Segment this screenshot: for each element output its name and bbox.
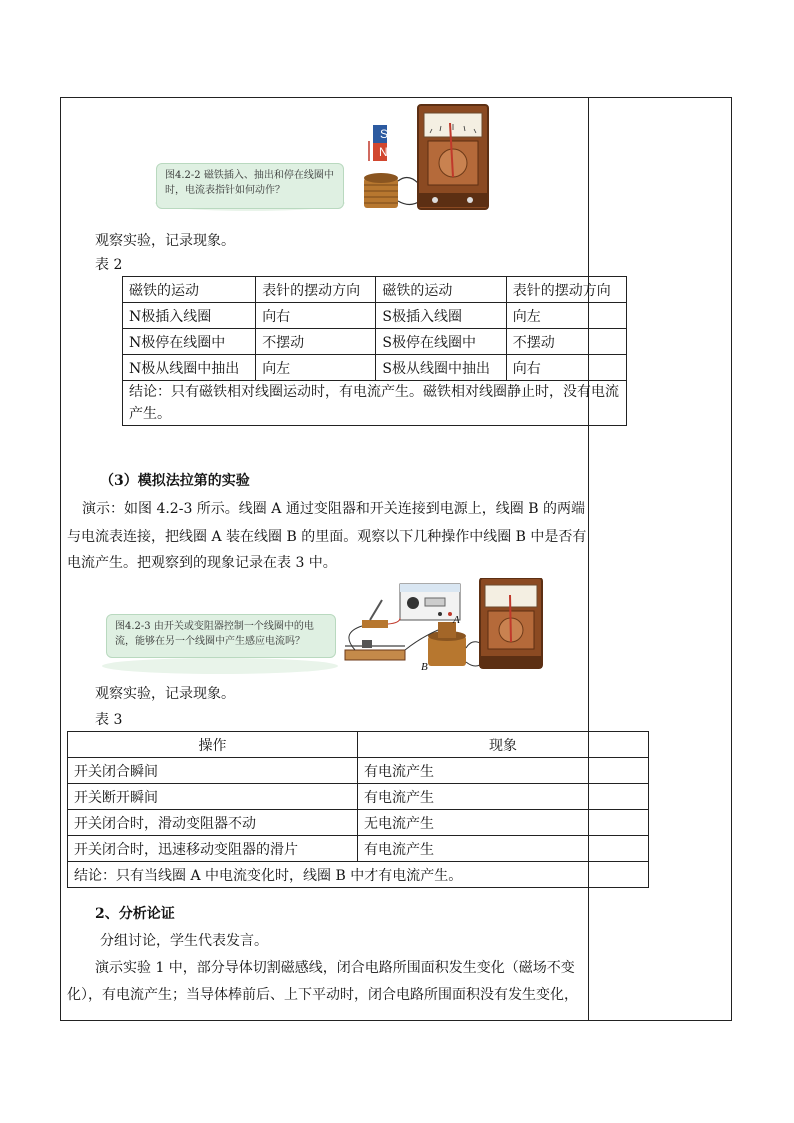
figure-magnet-coil: [150, 103, 495, 215]
header-cell: 操作: [68, 732, 358, 758]
header-cell: 表针的摆动方向: [506, 277, 626, 303]
table-title: 表 3: [95, 712, 123, 728]
magnet-n-label: N: [379, 145, 388, 159]
header-cell: 磁铁的运动: [376, 277, 506, 303]
rheostat: [345, 650, 405, 660]
table-cell: 开关闭合时，滑动变阻器不动: [68, 810, 358, 836]
magnet-s-label: S: [380, 127, 389, 141]
table-cell: 不摆动: [506, 329, 626, 355]
table-cell: 有电流产生: [358, 758, 649, 784]
table-cell: N极停在线圈中: [123, 329, 256, 355]
table-cell: 不摆动: [256, 329, 376, 355]
figure-caption: 图4.2-3 由开关或变阻器控制一个线圈中的电流，能够在另一个线圈中产生感应电流吗？: [106, 614, 336, 658]
observe-instruction: 观察实验，记录现象。: [95, 233, 235, 249]
table-row: [68, 810, 649, 836]
table-row: [68, 758, 649, 784]
table-cell: 有电流产生: [358, 784, 649, 810]
conclusion-cell: 结论：只有当线圈 A 中电流变化时，线圈 B 中才有电流产生。: [68, 862, 649, 888]
figure-coil-circuit: [100, 578, 546, 676]
header-cell: 表针的摆动方向: [256, 277, 376, 303]
table-cell: 开关闭合瞬间: [68, 758, 358, 784]
paragraph-line: 与电流表连接，把线圈 A 装在线圈 B 的里面。观察以下几种操作中线圈 B 中是否有: [67, 529, 587, 545]
coil-b-label: B: [421, 661, 428, 673]
conclusion-cell: 结论：只有磁铁相对线圈运动时，有电流产生。磁铁相对线圈静止时，没有电流产生。: [123, 381, 627, 426]
paragraph-line: 演示：如图 4.2-3 所示。线圈 A 通过变阻器和开关连接到电源上，线圈 B 的两端: [82, 501, 586, 517]
table-operation-phenomenon: [67, 731, 649, 888]
table-conclusion-row: [123, 381, 627, 426]
table-row: [123, 303, 627, 329]
table-row: [68, 784, 649, 810]
table-cell: N极插入线圈: [123, 303, 256, 329]
header-cell: 现象: [358, 732, 649, 758]
table-title: 表 2: [95, 257, 123, 273]
table-row: [123, 329, 627, 355]
table-header-row: [123, 277, 627, 303]
table-cell: 有电流产生: [358, 836, 649, 862]
magnet-label-layer: [369, 119, 427, 159]
coil-a-label: A: [453, 614, 460, 626]
paragraph-line: 分组讨论，学生代表发言。: [100, 933, 268, 949]
paragraph-line: 化），有电流产生；当导体棒前后、上下平动时，闭合电路所围面积没有发生变化，: [67, 987, 578, 1003]
table-cell: 向左: [506, 303, 626, 329]
figure-caption: 图4.2-2 磁铁插入、抽出和停在线圈中时，电流表指针如何动作？: [156, 163, 344, 209]
table-cell: S极停在线圈中: [376, 329, 506, 355]
section-heading: 2、分析论证: [95, 906, 175, 922]
table-cell: N极从线圈中抽出: [123, 355, 256, 381]
table-cell: 开关闭合时，迅速移动变阻器的滑片: [68, 836, 358, 862]
table-cell: 无电流产生: [358, 810, 649, 836]
galvanometer-needle: [510, 595, 511, 642]
header-cell: 磁铁的运动: [123, 277, 256, 303]
table-conclusion-row: [68, 862, 649, 888]
table-cell: S极插入线圈: [376, 303, 506, 329]
table-cell: 向左: [256, 355, 376, 381]
table-header-row: [68, 732, 649, 758]
table-magnet-motion: [122, 276, 627, 426]
paragraph-line: 电流产生。把观察到的现象记录在表 3 中。: [67, 555, 337, 571]
coil-label-layer: [416, 606, 476, 676]
table-row: [123, 355, 627, 381]
section-heading: （3）模拟法拉第的实验: [100, 473, 250, 489]
observe-instruction: 观察实验，记录现象。: [95, 686, 235, 702]
table-cell: 向右: [506, 355, 626, 381]
table-cell: 开关断开瞬间: [68, 784, 358, 810]
table-cell: 向右: [256, 303, 376, 329]
table-row: [68, 836, 649, 862]
table-cell: S极从线圈中抽出: [376, 355, 506, 381]
paragraph-line: 演示实验 1 中，部分导体切割磁感线，闭合电路所围面积发生变化（磁场不变: [95, 960, 575, 976]
